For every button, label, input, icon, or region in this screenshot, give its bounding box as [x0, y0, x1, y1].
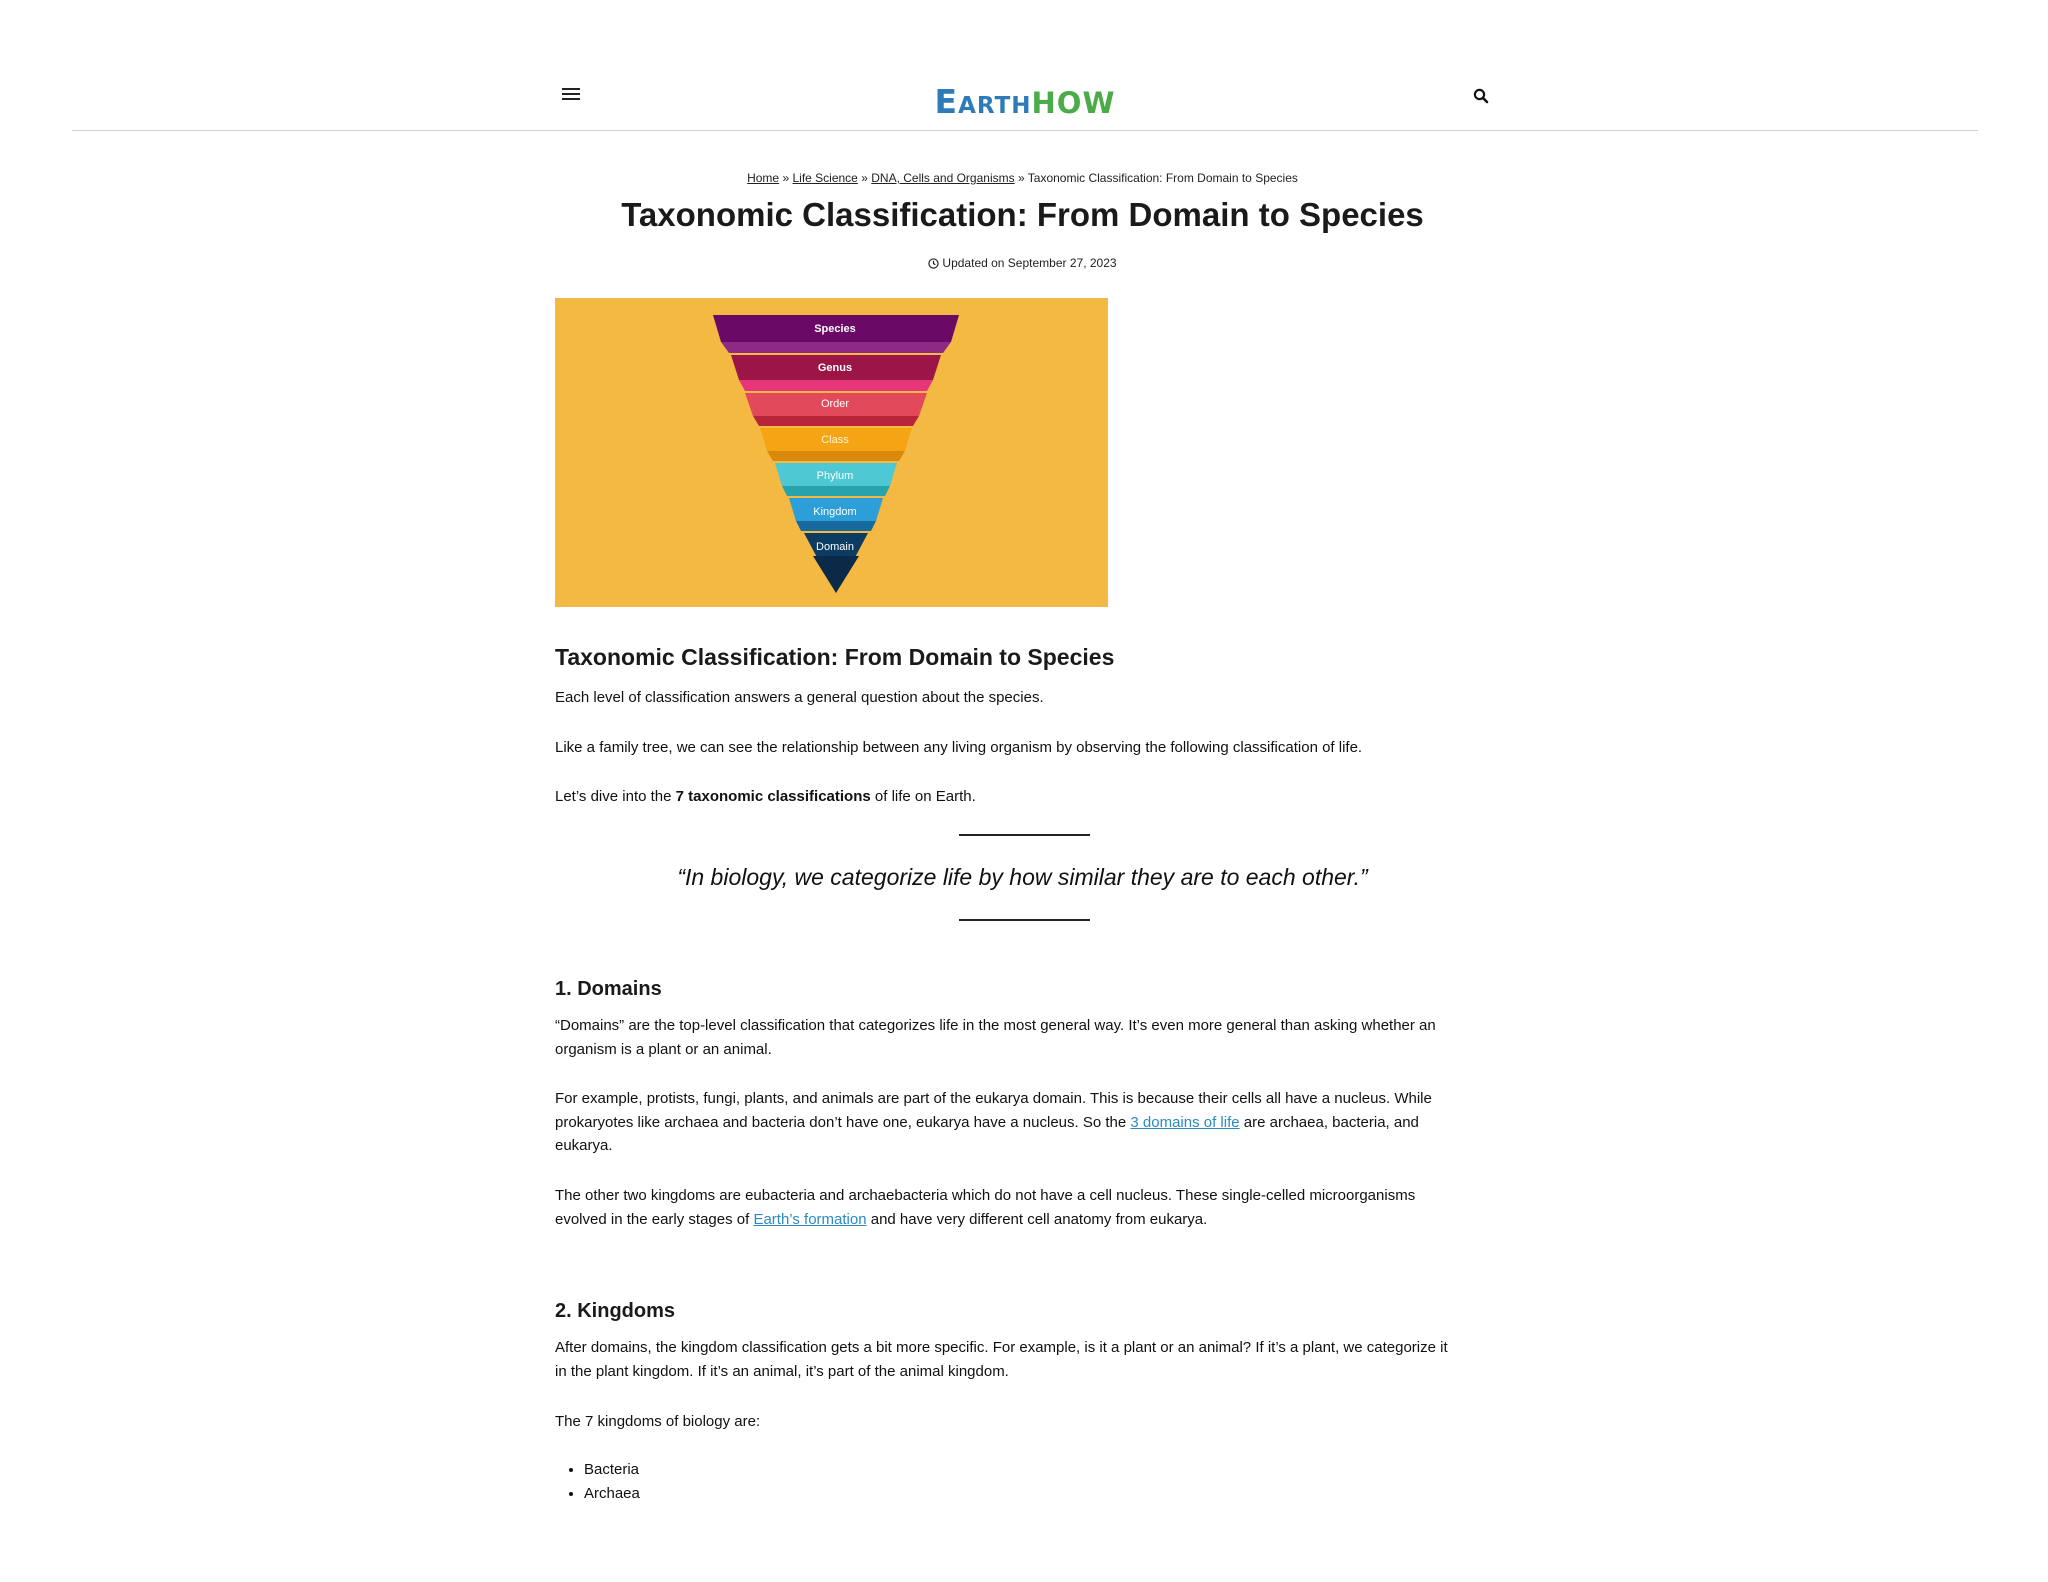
- kingdoms-list: [555, 1458, 640, 1505]
- quote-divider-top: [959, 834, 1090, 836]
- three-domains-link[interactable]: 3 domains of life: [1130, 1113, 1240, 1131]
- funnel-label-genus: Genus: [817, 362, 853, 374]
- funnel-label-domain: Domain: [816, 541, 854, 553]
- intro-heading: Taxonomic Classification: From Domain to Species: [555, 644, 1115, 670]
- domains-heading: 1. Domains: [555, 978, 662, 1000]
- quote-divider-bottom: [959, 919, 1090, 921]
- intro-paragraph-3: [555, 785, 1490, 809]
- site-header: [72, 58, 1978, 131]
- domains-p3-line1: The other two kingdoms are eubacteria and archaebacteria which do not have a cell nucleus. These single-celled microorganisms: [555, 1187, 1416, 1204]
- funnel-band-kingdom-shadow: [796, 521, 876, 531]
- domains-p2-line1: For example, protists, fungi, plants, and animals are part of the eukarya domain. This is because their cells all have a nucleus. While: [555, 1090, 1432, 1107]
- pull-quote: “In biology, we categorize life by how similar they are to each other.”: [677, 864, 1368, 890]
- domains-p2-line2: prokaryotes like archaea and bacteria don’t have one, eukarya have a nucleus. So the: [555, 1113, 1131, 1131]
- domains-p3-line2-end: and have very different cell anatomy from eukarya.: [866, 1210, 1208, 1228]
- kingdoms-p1-line1: After domains, the kingdom classification gets a bit more specific. For example, is it a plant or an animal? If it’s a plant, we categorize it: [555, 1339, 1448, 1356]
- funnel-band-species-shadow: [721, 342, 951, 353]
- taxonomy-funnel-image: [555, 298, 1108, 607]
- funnel-band-domain-shadow: [813, 556, 859, 593]
- domains-paragraph-3: [555, 1184, 1490, 1231]
- domains-paragraph-1: [555, 1014, 1490, 1061]
- domains-p2-line2-end: are archaea, bacteria, and: [1239, 1113, 1419, 1131]
- funnel-label-species: Species: [814, 323, 856, 335]
- updated-date: [555, 256, 1490, 270]
- intro-paragraph-2: Like a family tree, we can see the relationship between any living organism by observing the following classification of life.: [555, 739, 1363, 756]
- breadcrumb-separator: »: [1017, 171, 1025, 185]
- updated-text: Updated on September 27, 2023: [942, 256, 1117, 270]
- search-icon[interactable]: [1470, 85, 1492, 107]
- domains-p3-line2: evolved in the early stages of: [555, 1210, 754, 1228]
- page-title: Taxonomic Classification: From Domain to Species: [621, 196, 1424, 233]
- list-item: • Archaea: [584, 1482, 640, 1506]
- logo-earth: Earth: [934, 82, 1032, 121]
- intro-paragraph-1: Each level of classification answers a general question about the species.: [555, 689, 1044, 706]
- funnel-band-genus-shadow: [739, 380, 933, 391]
- domains-paragraph-2: [555, 1087, 1490, 1158]
- domains-p1-line1: “Domains” are the top-level classification that categorizes life in the most general way. It’s even more general than asking whether an: [555, 1017, 1436, 1034]
- breadcrumb-life-science-link[interactable]: Life Science: [792, 171, 858, 185]
- domains-p1-line2: organism is a plant or an animal.: [555, 1040, 772, 1058]
- earths-formation-link[interactable]: Earth’s formation: [753, 1210, 867, 1228]
- funnel-label-class: Class: [821, 434, 849, 446]
- funnel-label-phylum: Phylum: [816, 470, 854, 482]
- funnel-label-kingdom: Kingdom: [813, 506, 857, 518]
- funnel-label-order: Order: [820, 398, 850, 410]
- breadcrumb-dna-link[interactable]: DNA, Cells and Organisms: [871, 171, 1015, 185]
- funnel-band-class-shadow: [767, 451, 905, 461]
- taxonomy-funnel-graphic: [555, 298, 1108, 607]
- intro-p3-text: Let’s dive into the: [555, 788, 676, 805]
- kingdoms-p1-line2: in the plant kingdom. If it’s an animal, it’s part of the animal kingdom.: [555, 1362, 1009, 1380]
- clock-icon: [928, 258, 939, 269]
- intro-p3-text-end: of life on Earth.: [870, 788, 976, 805]
- kingdoms-paragraph-1: [555, 1336, 1490, 1383]
- intro-p3-bold: 7 taxonomic classifications: [675, 788, 871, 805]
- breadcrumb-home-link[interactable]: Home: [747, 171, 780, 185]
- list-item: • Bacteria: [584, 1458, 640, 1482]
- domains-p2-line3: eukarya.: [555, 1137, 613, 1154]
- kingdoms-paragraph-2: The 7 kingdoms of biology are:: [555, 1413, 761, 1430]
- logo-how: HOW: [1031, 86, 1116, 120]
- breadcrumb: [555, 171, 1490, 185]
- breadcrumb-separator: »: [861, 171, 868, 185]
- funnel-band-phylum-shadow: [782, 486, 890, 496]
- funnel-band-order-shadow: [753, 416, 919, 426]
- breadcrumb-current: Taxonomic Classification: From Domain to Species: [1027, 171, 1298, 185]
- breadcrumb-separator: »: [782, 171, 790, 185]
- site-logo[interactable]: [72, 82, 1978, 121]
- kingdoms-heading: 2. Kingdoms: [555, 1300, 676, 1322]
